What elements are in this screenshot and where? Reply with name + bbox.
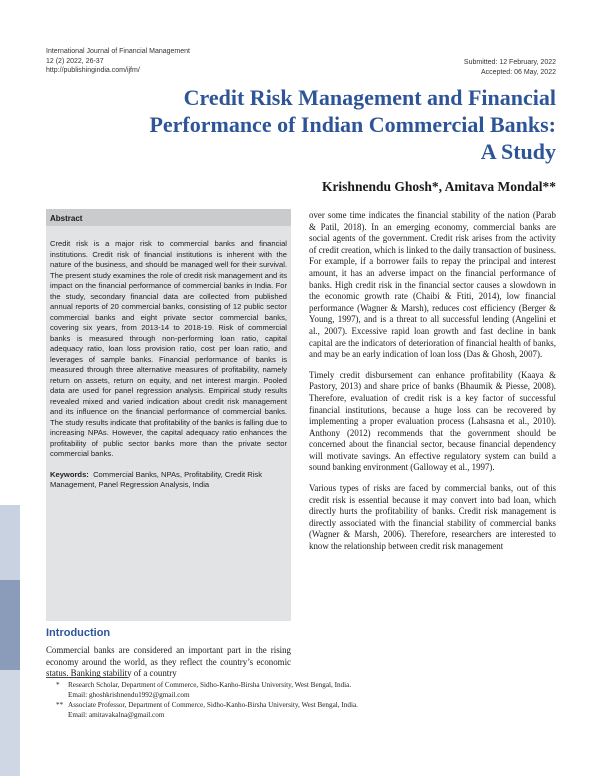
journal-name: International Journal of Financial Management	[46, 48, 190, 55]
keywords-label: Keywords:	[50, 469, 89, 479]
submitted-date: Submitted: 12 February, 2022	[463, 59, 556, 66]
title-line-3: A Study	[480, 139, 556, 164]
footnote-2-affiliation: Associate Professor, Department of Commerce, Sidho-Kanho-Birsha University, West Bengal, India.	[68, 701, 358, 710]
title-line-1: Credit Risk Management and Financial	[183, 85, 556, 110]
footnote-1-affiliation: Research Scholar, Department of Commerce, Sidho-Kanho-Birsha University, West Bengal, India.	[68, 681, 352, 689]
accepted-date: Accepted: 06 May, 2022	[481, 68, 556, 76]
abstract-text: Credit risk is a major risk to commercial banks and financial institutions. Credit risk of financial institutions is inherent with the nature of the business, and should be managed well for their survival. The present study examines the role of credit risk management and its impact on the financial performance of commercial banks in India. For the study, secondary financial data are collected from published annual reports of 20 commercial banks, consisting of 12 public sector commercial banks and eight private sector commercial banks, covering six years, from 2013-14 to 2018-19. Risk of commercial banks is measured through non-performing loan ratio, capital adequacy ratio, loan loss provision ratio, cost per loan ratio, and leverages of sample banks. Financial performance of banks is measured through three alternative measures of profitability, namely return on assets, return on equity, and net interest margin. Pooled data are used for panel regression analysis. Empirical study results revealed mixed and varied indication about credit risk management and its influence on the financial performance of commercial banks. The study results indicate that profitability of the banks is falling due to increasing NPAs. However, the capital adequacy ratio enhances the profitability of public sector banks more than the private sector commercial banks.	[50, 239, 287, 458]
keywords-text: Commercial Banks, NPAs, Profitability, Credit Risk Management, Panel Regression Analysis, India	[50, 469, 262, 489]
body-paragraph-2: Timely credit disbursement can enhance profitability (Kaaya & Pastory, 2013) and share price of banks (Bhaumik & Piesse, 2008). Therefore, evaluation of credit risk is a key factor of successful financial institutions, because a huge loss can be recovered by implementing a proper evaluation process (Lahsasna et al., 2010). Anthony (2012) recommends that the government should be concerned about the financial sector, because financial dependency will motivate savings. An effective regulatory system can build a sound banking environment (Galloway et al., 1997).	[309, 369, 556, 473]
footnote-author-2	[58, 701, 558, 720]
volume-issue: 12 (2) 2022, 26-37	[46, 57, 104, 65]
abstract-box	[46, 209, 291, 621]
right-column	[309, 210, 556, 562]
footnote-mark-1: *	[56, 681, 60, 689]
footnote-mark-2: **	[56, 701, 64, 710]
introduction-text: Commercial banks are considered an important part in the rising economy around the world, as they reflect the country’s economic status. Banking stability of a country	[46, 645, 291, 679]
footnote-divider	[46, 677, 128, 678]
introduction-heading: Introduction	[46, 627, 111, 639]
side-strip-light-bottom	[0, 670, 20, 776]
body-paragraph-3: Various types of risks are faced by commercial banks, out of this credit risk is essential because it may convert into bad loan, which directly hurts the profitability of banks. Credit risk management is directly associated with the financial stability of commercial banks (Wagner & Marsh, 2006). Therefore, researchers are interested to know the relationship between credit risk management	[309, 483, 556, 552]
submission-dates	[464, 58, 556, 77]
title-line-2: Performance of Indian Commercial Banks:	[149, 112, 556, 137]
journal-url[interactable]: http://publishingindia.com/ijfm/	[46, 67, 140, 74]
footnote-1-email[interactable]: Email: ghoshkrishnendu1992@gmail.com	[68, 690, 190, 699]
author-list: Krishnendu Ghosh*, Amitava Mondal**	[321, 179, 556, 194]
footnotes	[58, 681, 558, 721]
journal-meta	[46, 47, 190, 76]
footnote-author-1	[58, 681, 558, 700]
body-paragraph-1: over some time indicates the financial stability of the nation (Parab & Patil, 2018). In an emerging economy, commercial banks are social agents of the government. Credit risk arises from the activity of credit creation, which is linked to the daily transaction of business. For example, if a borrower fails to repay the principal and interest amount, it has an adverse impact on the financial performance of banks. High credit risk in the financial sector causes a slowdown in the economic growth rate (Chaibi & Ftiti, 2014), low financial performance (Wagner & Marsh), reduces cost efficiency (Berger & Young, 1997), and is a threat to all successful lending (Angelini et al., 2007). Excessive rapid loan growth and fast decline in bank capital are the indicators of deterioration of financial health of banks, and may be an early indication of loan loss (Das & Ghosh, 2007).	[309, 210, 556, 360]
paper-title	[86, 84, 556, 165]
abstract-heading: Abstract	[46, 209, 291, 226]
footnote-2-email[interactable]: Email: amitavakalna@gmail.com	[68, 710, 165, 719]
keywords	[46, 460, 291, 491]
side-strip-light-top	[0, 505, 20, 580]
side-strip-dark	[0, 580, 20, 670]
